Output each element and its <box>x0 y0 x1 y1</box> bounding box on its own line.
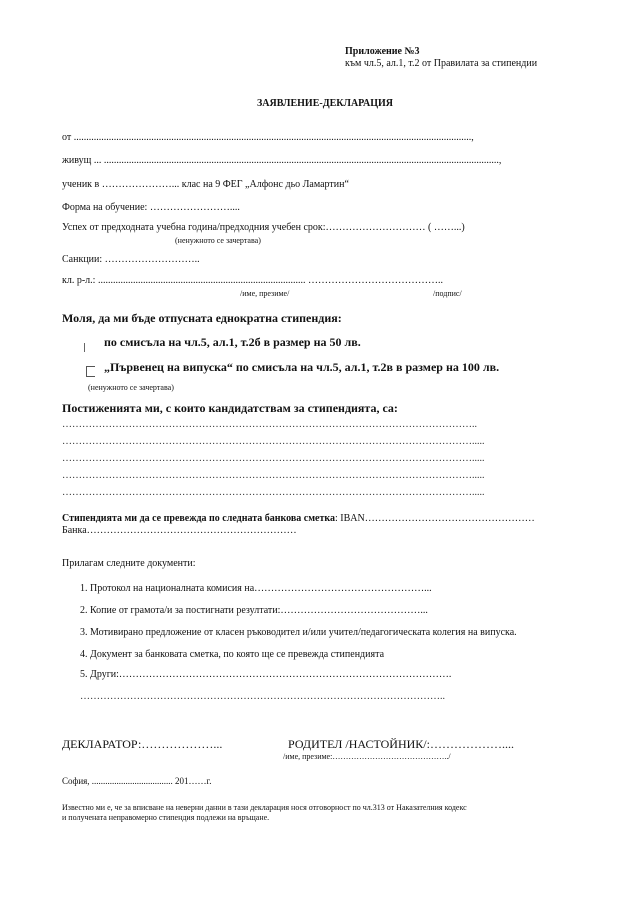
appendix-number: Приложение №3 <box>345 46 420 57</box>
name-label: /име, презиме/ <box>240 289 290 298</box>
scholarship-option-50[interactable]: по смисъла на чл.5, ал.1, т.2б в размер на 50 лв. <box>104 335 361 349</box>
from-field[interactable]: от ..............................................................................................................................................................., <box>62 132 474 143</box>
request-note: (ненужното се зачертава) <box>88 383 174 392</box>
document-item-2: 2. Копие от грамота/и за постигнати резултати:……………………………………... <box>80 605 428 616</box>
student-class-field[interactable]: ученик в …………………... клас на 9 ФЕГ „Алфонс дьо Ламартин“ <box>62 179 349 190</box>
achievement-line[interactable]: ……………………………………………………………………………………………………………..... <box>62 487 485 498</box>
achievement-line[interactable]: ……………………………………………………………………………………………………………..... <box>62 470 485 481</box>
place-date-field[interactable]: София, .................................... 201……г. <box>62 776 212 786</box>
bank-account-label: Стипендията ми да се превежда по следната банкова сметка <box>62 513 335 524</box>
checkbox-icon[interactable] <box>86 364 95 382</box>
parent-name-field[interactable]: /име, презиме:……………………………………../ <box>283 752 451 761</box>
living-field[interactable]: живущ ... .............................................................................................................................................................., <box>62 155 502 166</box>
bar-icon <box>84 339 85 357</box>
document-title: ЗАЯВЛЕНИЕ-ДЕКЛАРАЦИЯ <box>257 98 393 109</box>
request-heading: Моля, да ми бъде отпусната еднократна стипендия: <box>62 311 342 325</box>
declarator-signature[interactable]: ДЕКЛАРАТОР:………………... <box>62 737 223 751</box>
disclaimer-line-1: Известно ми е, че за вписване на неверни данни в тази декларация нося отговорност по чл.313 от Наказателния кодекс <box>62 803 467 812</box>
scholarship-option-100[interactable]: „Първенец на випуска“ по смисъла на чл.5, ал.1, т.2в в размер на 100 лв. <box>104 360 500 374</box>
bank-account-field[interactable] <box>62 513 535 524</box>
success-field[interactable]: Успех от предходната учебна година/предходния учебен срок:………………………… ( ……...) <box>62 222 465 233</box>
document-item-other-line[interactable]: ……………………………………………………………………………………………….. <box>80 691 445 702</box>
achievements-heading: Постиженията ми, с които кандидатствам за стипендията, са: <box>62 401 398 415</box>
signature-label: /подпис/ <box>433 289 462 298</box>
document-item-3: 3. Мотивирано предложение от класен ръководител и/или учител/педагогическата колегия на випуска. <box>80 627 517 638</box>
class-teacher-field[interactable]: кл. р-л.: ................................................................................... ………………………………….. <box>62 275 443 286</box>
sanctions-field[interactable]: Санкции: ……………………….. <box>62 254 200 265</box>
achievement-line[interactable]: ……………………………………………………………………………………………………………..... <box>62 436 485 447</box>
document-item-4: 4. Документ за банковата сметка, по която ще се превежда стипендията <box>80 649 385 660</box>
parent-signature[interactable]: РОДИТЕЛ /НАСТОЙНИК/:……………….... <box>288 737 514 751</box>
achievement-line[interactable]: …………………………………………………………………………………………………………….. <box>62 419 477 430</box>
bank-name-field[interactable]: Банка……………………………………………………… <box>62 525 297 536</box>
success-note: (ненужното се зачертава) <box>175 236 261 245</box>
disclaimer-line-2: и получената неправомерно стипендия подлежи на връщане. <box>62 813 270 822</box>
iban-field[interactable]: : IBAN…………………………………………… <box>335 513 535 524</box>
document-item-1: 1. Протокол на националната комисия на……………………………………………... <box>80 583 432 594</box>
appendix-reference: към чл.5, ал.1, т.2 от Правилата за стипендии <box>345 58 538 69</box>
documents-heading: Прилагам следните документи: <box>62 558 196 569</box>
study-form-field[interactable]: Форма на обучение: …………………….... <box>62 202 240 213</box>
achievement-line[interactable]: ……………………………………………………………………………………………………………..... <box>62 453 485 464</box>
document-item-5: 5. Други:………………………………………………………………………………………. <box>80 669 452 680</box>
